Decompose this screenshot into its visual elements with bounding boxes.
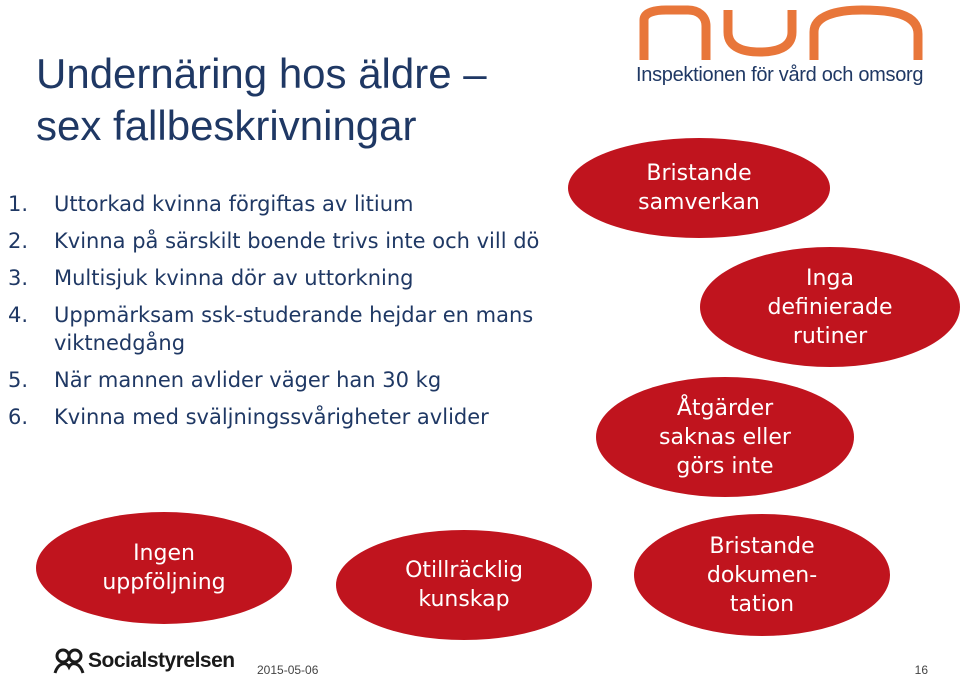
bubble-bristande-samverkan	[568, 138, 830, 238]
bubble-line: dokumen-	[706, 562, 818, 588]
bubble-label	[768, 264, 893, 351]
case-item-2	[8, 227, 648, 255]
case-text: Uppmärksam ssk-studerande hejdar en mans viktnedgång	[54, 303, 534, 355]
bubble-label	[707, 532, 817, 619]
slide-title	[36, 48, 616, 152]
bubble-label	[102, 539, 225, 597]
bubble-line: Bristande	[646, 161, 752, 186]
case-item-5	[8, 366, 648, 394]
bubble-label	[638, 159, 760, 217]
bubble-otillracklig-kunskap	[336, 530, 592, 640]
bubble-label	[405, 556, 523, 614]
socialstyrelsen-logo	[52, 646, 235, 676]
case-text: Uttorkad kvinna förgiftas av litium	[54, 192, 414, 216]
case-item-3	[8, 264, 648, 292]
bubble-bristande-dokumentation	[634, 514, 890, 636]
footer-brand: Socialstyrelsen	[88, 649, 235, 672]
title-line-1: Undernäring hos äldre –	[36, 50, 487, 97]
bubble-line: Bristande	[709, 533, 815, 559]
case-item-6	[8, 403, 648, 431]
case-item-4	[8, 301, 648, 357]
bubble-line: samverkan	[638, 190, 760, 215]
case-number: 3.	[8, 266, 29, 290]
bubble-label	[659, 394, 791, 481]
bubble-line: görs inte	[676, 453, 774, 479]
case-number: 1.	[8, 192, 29, 216]
bubble-ingen-uppfoljning	[36, 512, 292, 624]
bubble-line: Åtgärder	[676, 395, 774, 421]
case-list	[8, 190, 648, 440]
title-line-2: sex fallbeskrivningar	[36, 102, 417, 149]
case-item-1	[8, 190, 648, 218]
bubble-inga-definierade-rutiner	[700, 247, 960, 367]
bubble-atgarder-saknas	[596, 377, 854, 497]
slide-date: 2015-05-06	[257, 663, 319, 677]
case-number: 6.	[8, 405, 29, 429]
bubble-line: kunskap	[418, 587, 510, 612]
bubble-line: definierade	[767, 294, 893, 320]
case-text: När mannen avlider väger han 30 kg	[54, 368, 442, 392]
bubble-line: saknas eller	[659, 424, 791, 450]
case-text: Kvinna på särskilt boende trivs inte och vill dö	[54, 229, 540, 253]
bubble-line: tation	[729, 591, 795, 617]
case-text: Kvinna med sväljningssvårigheter avlider	[54, 405, 489, 429]
slide-number: 16	[914, 663, 928, 677]
bubble-line: Inga	[806, 265, 854, 291]
bubble-line: Otillräcklig	[405, 558, 523, 583]
case-number: 4.	[8, 303, 29, 327]
bubble-line: Ingen	[133, 541, 195, 566]
bubble-line: uppföljning	[102, 570, 226, 595]
case-number: 5.	[8, 368, 29, 392]
socialstyrelsen-emblem-icon	[52, 647, 86, 675]
case-text: Multisjuk kvinna dör av uttorkning	[54, 266, 414, 290]
ivo-logo-text: Inspektionen för vård och omsorg	[636, 64, 924, 86]
bubble-line: rutiner	[792, 323, 868, 349]
case-number: 2.	[8, 229, 29, 253]
